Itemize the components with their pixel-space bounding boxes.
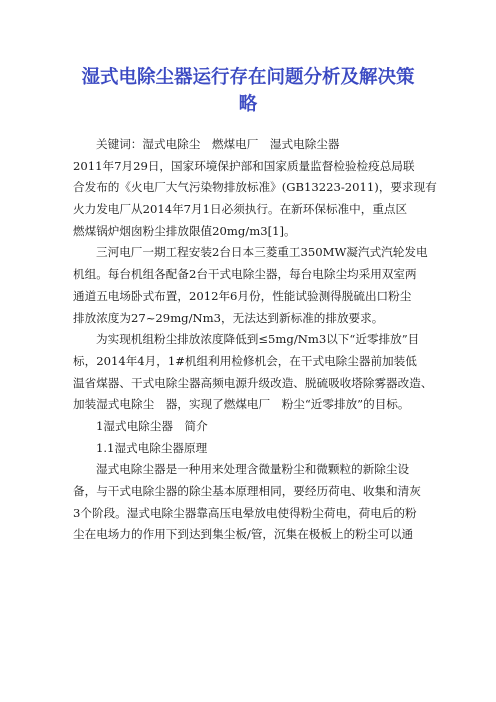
- paragraph-3-line-3: 温省煤器、干式电除尘器高频电源升级改造、脱硫吸收塔除雾器改造、: [73, 375, 433, 390]
- paragraph-4-line-3: 3个阶段。湿式电除尘器靠高压电晕放电使得粉尘荷电，荷电后的粉: [73, 505, 417, 520]
- paragraph-2-line-4: 排放浓度为27~29mg/Nm3，无法达到新标准的排放要求。: [73, 310, 384, 325]
- paragraph-4-line-1: 湿式电除尘器是一种用来处理含微量粉尘和微颗粒的新除尘设: [96, 462, 410, 477]
- keywords-line: 关键词：湿式电除尘 燃煤电厂 湿式电除尘器: [96, 137, 340, 151]
- paragraph-2-line-1: 三河电厂一期工程安装2台日本三菱重工350MW凝汽式汽轮发电: [96, 245, 428, 260]
- paragraph-1-line-2: 合发布的《火电厂大气污染物排放标准》(GB13223-2011)，要求现有: [73, 180, 437, 195]
- title-line-2: 略: [238, 94, 258, 115]
- paragraph-2-line-3: 通道五电场卧式布置，2012年6月份，性能试验测得脱硫出口粉尘: [73, 288, 412, 303]
- document-title: [60, 64, 436, 118]
- paragraph-1-line-3: 火力发电厂从2014年7月1日必须执行。在新环保标准中，重点区: [73, 202, 408, 217]
- paragraph-3-line-4: 加装湿式电除尘 器，实现了燃煤电厂 粉尘“近零排放”的目标。: [73, 397, 410, 412]
- paragraph-3-line-1: 为实现机组粉尘排放浓度降低到≤5mg/Nm3以下“近零排放”目: [96, 332, 420, 347]
- title-line-1: 湿式电除尘器运行存在问题分析及解决策: [81, 67, 415, 88]
- section-heading-1: 1湿式电除尘器 简介: [96, 418, 208, 433]
- paragraph-1-line-4: 燃煤锅炉烟囱粉尘排放限值20mg/m3[1]。: [73, 223, 296, 238]
- paragraph-2-line-2: 机组。每台机组各配备2台干式电除尘器，每台电除尘均采用双室两: [73, 267, 417, 282]
- document-body: [73, 134, 437, 546]
- paragraph-4-line-2: 备，与干式电除尘器的除尘基本原理相同，要经历荷电、收集和清灰: [73, 484, 421, 498]
- paragraph-1-line-1: 2011年7月29日，国家环境保护部和国家质量监督检验检疫总局联: [73, 158, 415, 173]
- paragraph-3-line-2: 标，2014年4月，1#机组利用检修机会，在干式电除尘器前加装低: [73, 353, 417, 368]
- paragraph-4-line-4: 尘在电场力的作用下到达到集尘板/管，沉集在极板上的粉尘可以通: [73, 527, 414, 542]
- section-heading-1-1: 1.1湿式电除尘器原理: [96, 440, 208, 455]
